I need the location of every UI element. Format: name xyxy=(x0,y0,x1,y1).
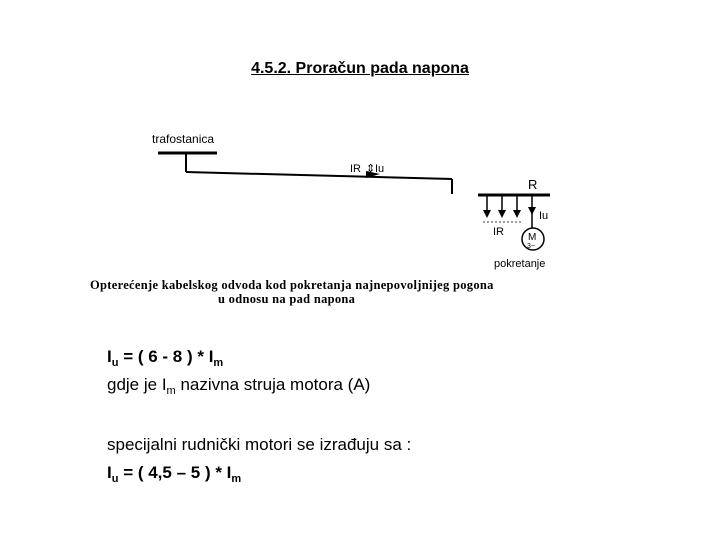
caption-line-1: Opterećenje kabelskog odvoda kod pokretanja najnepovoljnijeg pogona xyxy=(90,278,494,292)
cable-line xyxy=(186,172,452,179)
caption-line-2: u odnosu na pad napona xyxy=(218,292,356,306)
definition-line: gdje je $I_m$ nazivna struja motora (A) xyxy=(107,375,371,397)
motor-arrow xyxy=(528,207,536,215)
motor-phase-label: 3~ xyxy=(527,243,535,250)
source-label: trafostanica xyxy=(152,132,215,146)
start-label: pokretanje xyxy=(494,258,546,270)
special-motors-line: specijalni rudnički motori se izrađuju sa : xyxy=(107,435,412,454)
load-arrow xyxy=(498,210,506,218)
busbar-label: R xyxy=(528,177,538,192)
cable-load-diagram xyxy=(80,125,580,275)
formula-special-motors: $I_u$ = ( 4,5 – 5 ) * $I_m$ xyxy=(107,463,242,485)
current-arrow-icon: ⇕ xyxy=(366,163,376,175)
current-label-right: Iu xyxy=(375,163,385,175)
formula-starting-current: $I_u$ = ( 6 - 8 ) * $I_m$ xyxy=(107,347,224,369)
current-label-left: IR xyxy=(350,163,361,175)
load-arrow xyxy=(513,210,521,218)
motor-label: M xyxy=(528,232,537,243)
load-current-label: IR xyxy=(493,226,504,238)
motor-current-label: Iu xyxy=(539,210,549,222)
load-arrow xyxy=(483,210,491,218)
diagram-caption xyxy=(90,278,630,306)
load-branches xyxy=(483,195,521,222)
slide-title: 4.5.2. Proračun pada napona xyxy=(251,60,469,77)
